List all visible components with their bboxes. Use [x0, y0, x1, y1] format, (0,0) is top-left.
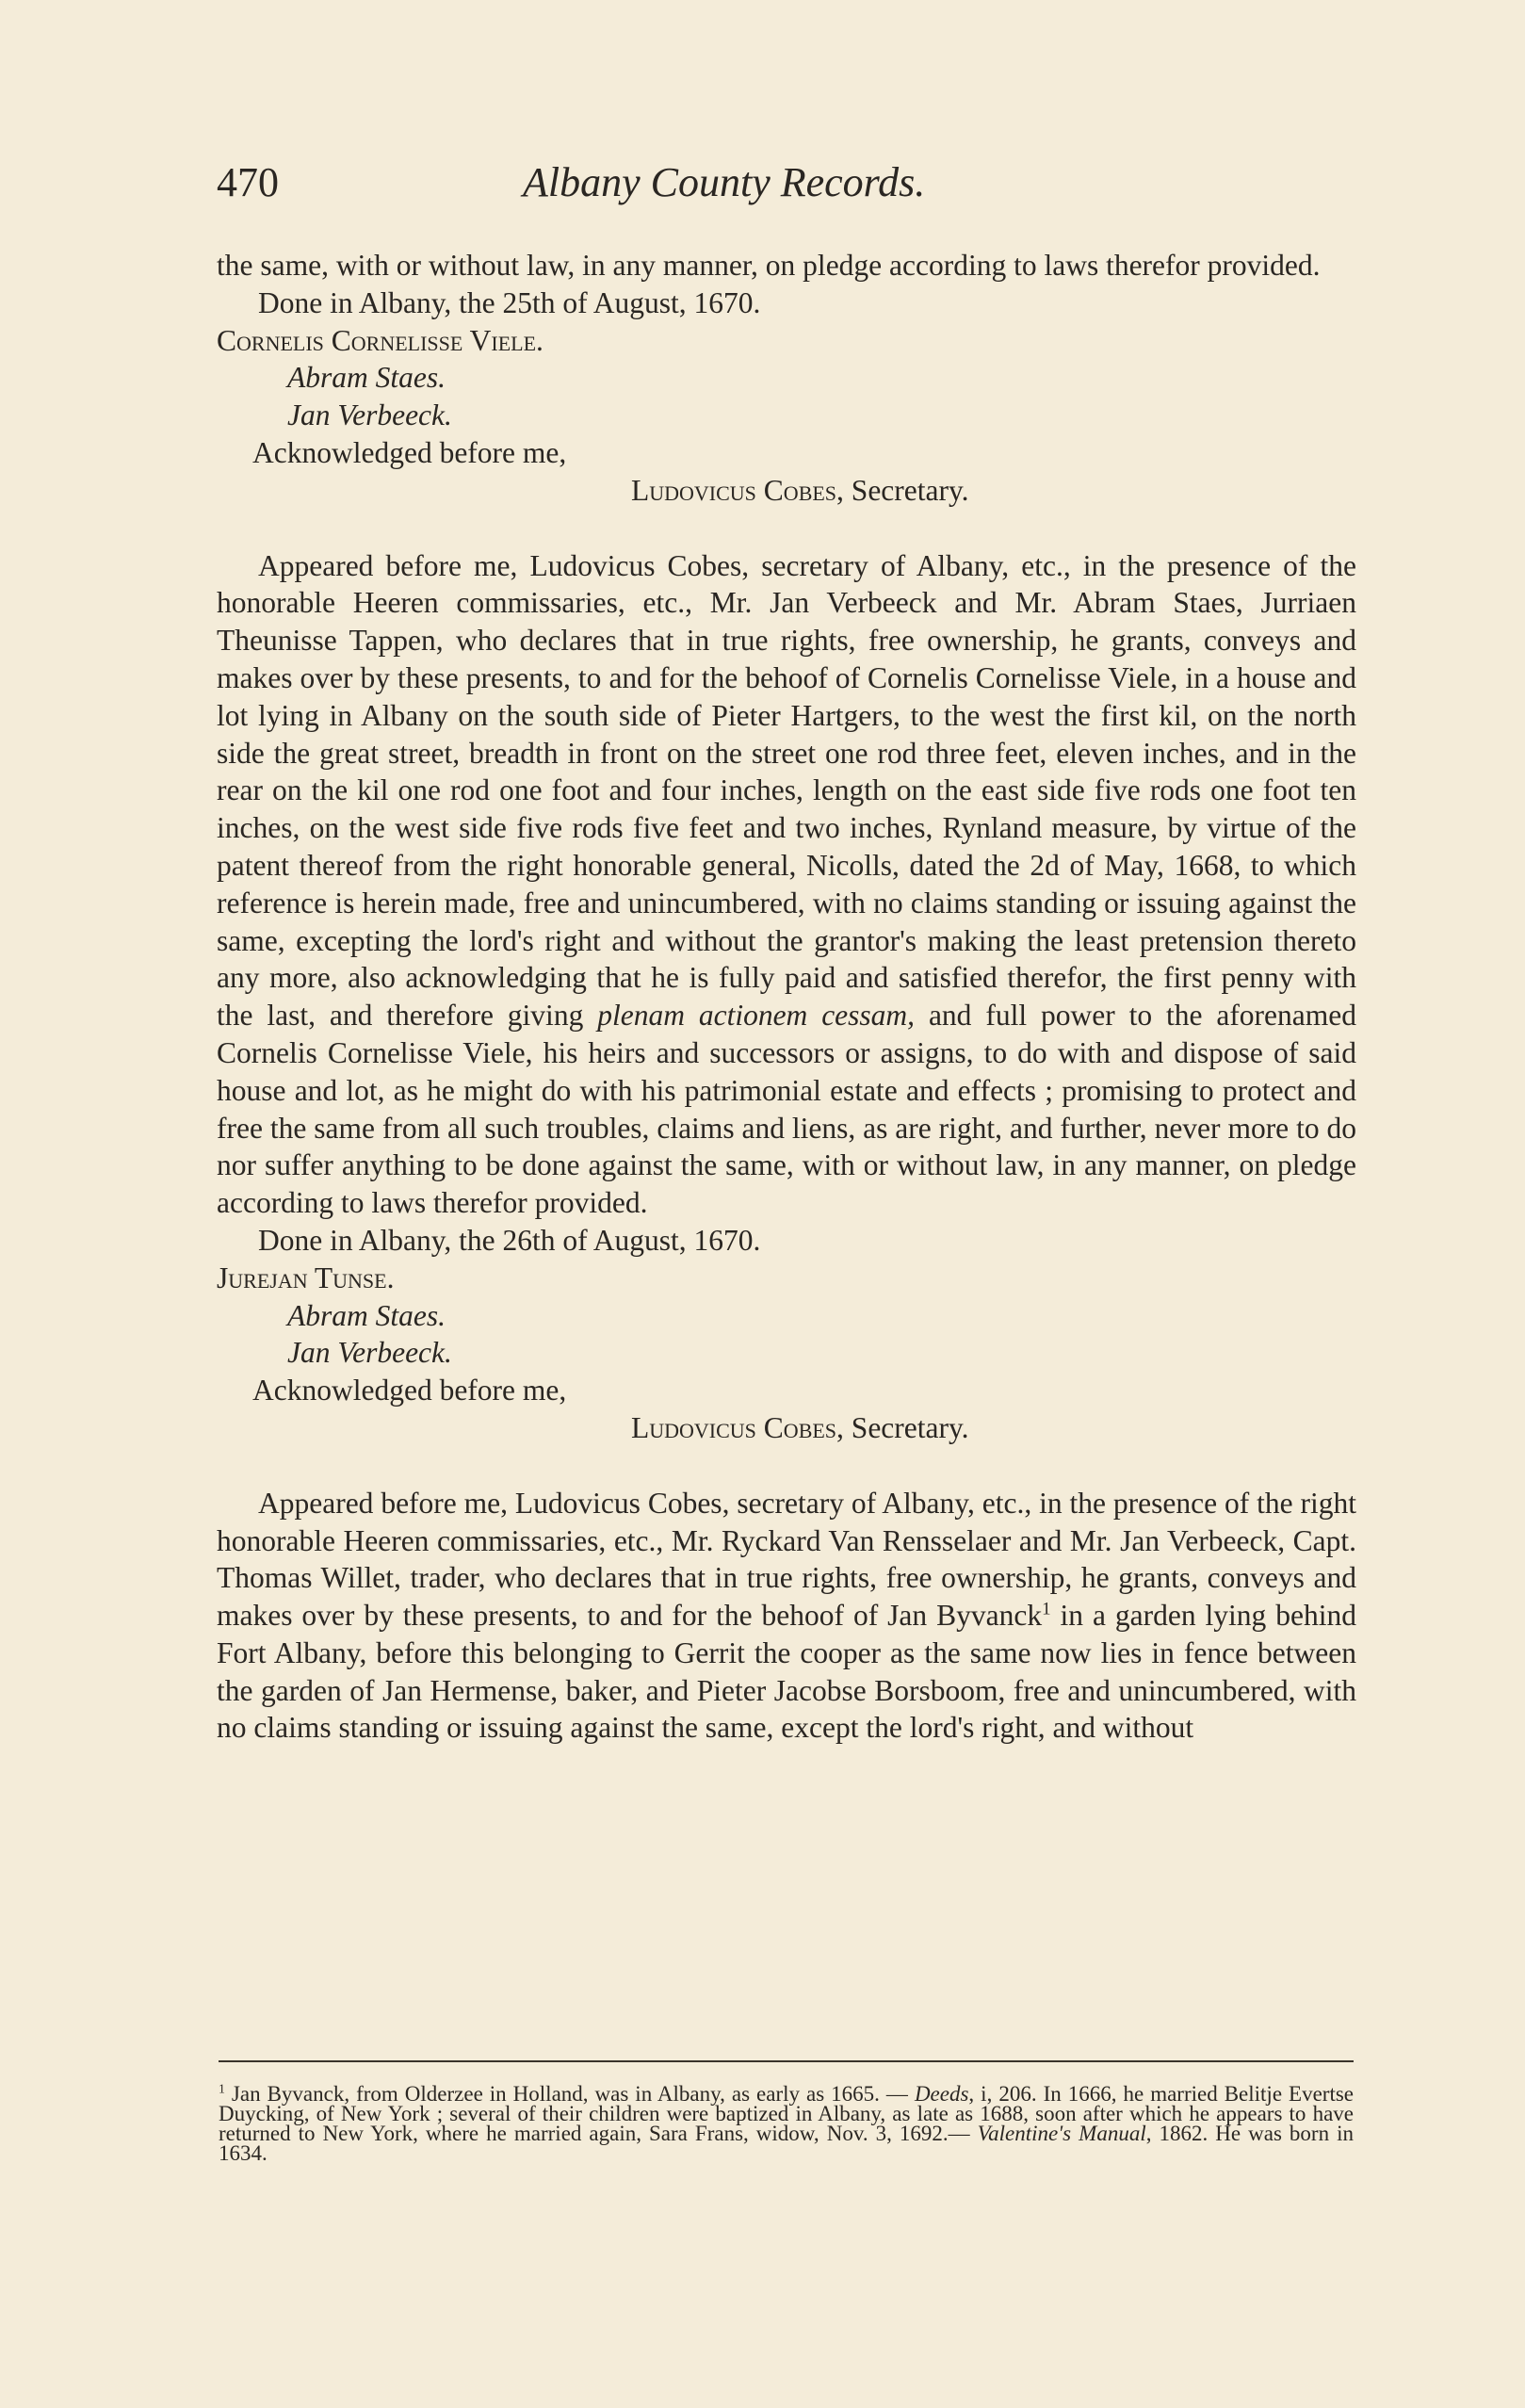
- grantor-signature: Cornelis Cornelisse Viele.: [217, 323, 543, 357]
- witness-signature: Abram Staes.: [287, 361, 446, 395]
- acknowledgment: Acknowledged before me,: [252, 1374, 567, 1407]
- footnote-mark: 1: [219, 2081, 225, 2096]
- secretary-signature: [217, 472, 1356, 510]
- witness-signature: Jan Verbeeck.: [287, 1336, 452, 1370]
- deed-paragraph: Appeared before me, Ludovicus Cobes, secretary of Albany, etc., in the presence of the right honorable Heeren commissaries, etc., Mr. Ryckard Van Rensselaer and Mr. Jan Verbeeck, Capt. Thomas Willet, trader, who declares that in true rights, free ownership, he grants, conveys and makes over by these presents, to and for the behoof of Jan Byvanck$^1$ in a garden lying behind Fort Albany, before this belonging to Gerrit the cooper as the same now lies in fence between the garden of Jan Hermense, baker, and Pieter Jacobse Borsboom, free and unincumbered, with no claims standing or issuing against the same, except the lord's right, and without: [217, 1486, 1356, 1745]
- done-date: Done in Albany, the 26th of August, 1670.: [258, 1223, 761, 1257]
- witness-signature: Abram Staes.: [287, 1298, 446, 1332]
- witness-signature: Jan Verbeeck.: [287, 399, 452, 432]
- page-number: 470: [217, 159, 279, 205]
- running-title: Albany County Records.: [523, 159, 926, 205]
- footnote: $^1$ Jan Byvanck, from Olderzee in Holland, was in Albany, as early as 1665. — Deeds, i, 206. In 1666, he married Belitje Evertse Duycking, of New York ; several of their children were baptized in Albany, as late as 1688, soon after which he appears to have returned to New York, where he married again, Sara Frans, widow, Nov. 3, 1692.— Valentine's Manual, 1862. He was born in 1634.: [219, 2081, 1355, 2165]
- secretary-name: Ludovicus Cobes: [631, 1410, 837, 1444]
- done-date: Done in Albany, the 25th of August, 1670.: [258, 285, 761, 319]
- deed-paragraph: Appeared before me, Ludovicus Cobes, secretary of Albany, etc., in the presence of the honorable Heeren commissaries, etc., Mr. Jan Verbeeck and Mr. Abram Staes, Jurriaen Theunisse Tappen, who declares that in true rights, free ownership, he grants, conveys and makes over by these presents, to and for the behoof of Cornelis Cornelisse Viele, in a house and lot lying in Albany on the south side of Pieter Hartgers, to the west the first kil, on the north side the great street, breadth in front on the street one rod three feet, eleven inches, and in the rear on the kil one rod one foot and four inches, length on the east side five rods one foot ten inches, on the west side five rods five feet and two inches, Rynland measure, by virtue of the patent thereof from the right honorable general, Nicolls, dated the 2d of May, 1668, to which reference is herein made, free and unincumbered, with no claims standing or issuing against the same, excepting the lord's right and without the grantor's making the least pretension thereto any more, also acknowledging that he is fully paid and satisfied therefor, the first penny with the last, and therefore giving plenam actionem cessam, and full power to the aforenamed Cornelis Cornelisse Viele, his heirs and successors or assigns, to do with and dispose of said house and lot, as he might do with his patrimonial estate and effects ; promising to protect and free the same from all such troubles, claims and liens, as are right, and further, never more to do nor suffer anything to be done against the same, with or without law, in any manner, on pledge according to laws therefor provided.: [217, 548, 1356, 1220]
- footnote-citation: Deeds: [914, 2082, 969, 2106]
- latin-phrase: plenam actionem cessam,: [597, 999, 916, 1033]
- footnote-citation: Valentine's Manual: [977, 2122, 1146, 2145]
- continued-paragraph: the same, with or without law, in any manner, on pledge according to laws therefor provided.: [217, 249, 1321, 282]
- footnote-reference: 1: [1042, 1599, 1051, 1619]
- body-text: [217, 247, 1356, 1747]
- page-header: [217, 158, 1027, 215]
- secretary-name: Ludovicus Cobes: [631, 473, 837, 507]
- secretary-title: , Secretary.: [836, 473, 969, 507]
- footnote-divider: [219, 2060, 1354, 2062]
- acknowledgment: Acknowledged before me,: [252, 435, 567, 469]
- secretary-signature: [217, 1409, 1356, 1447]
- grantor-signature: Jurejan Tunse.: [217, 1261, 395, 1294]
- secretary-title: , Secretary.: [836, 1410, 969, 1444]
